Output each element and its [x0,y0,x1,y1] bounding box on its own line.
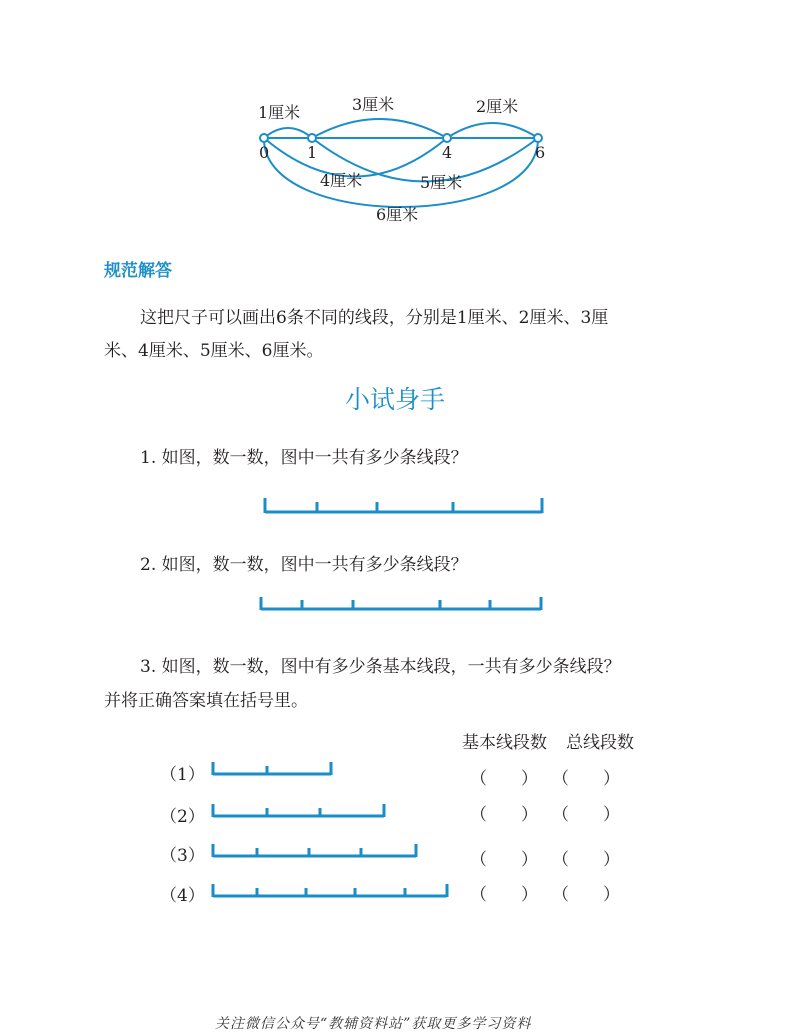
point-1 [308,134,316,142]
answer-line-2: 米、4厘米、5厘米、6厘米。 [104,341,324,361]
row-4-segment-figure [205,878,460,904]
point-label: 1 [307,143,318,162]
point-6 [534,134,542,142]
row-label: （2） [160,807,205,827]
answer-blank-total[interactable]: （ ） [552,885,620,905]
question-2: 2. 如图，数一数，图中一共有多少条线段？ [140,555,468,575]
column-header-total: 总线段数 [566,733,634,753]
row-3-segment-figure [205,838,425,864]
question-1: 1. 如图，数一数，图中一共有多少条线段？ [140,448,468,468]
arc-label: 3厘米 [352,95,395,114]
arc-6cm [264,138,538,207]
point-label: 4 [442,143,453,162]
row-2-segment-figure [205,798,395,824]
question-3-line-1: 3. 如图，数一数，图中有多少条基本线段，一共有多少条线段？ [140,657,621,677]
row-label: （3） [160,846,205,866]
answer-line-1: 这把尺子可以画出6条不同的线段，分别是1厘米、2厘米、3厘 [140,308,609,328]
column-header-basic: 基本线段数 [462,733,547,753]
ruler-arc-diagram [0,0,800,240]
q1-segment-figure [255,490,555,520]
answer-blank-basic[interactable]: （ ） [470,805,538,825]
practice-title: 小试身手 [345,385,446,414]
row-label: （4） [160,886,205,906]
answer-blank-basic[interactable]: （ ） [470,885,538,905]
arc-3cm [312,119,447,138]
point-4 [443,134,451,142]
arc-label: 1厘米 [258,103,301,122]
point-label: 0 [259,143,270,162]
answer-heading: 规范解答 [104,261,172,281]
question-3-line-2: 并将正确答案填在括号里。 [104,691,308,711]
arc-2cm [447,123,538,138]
arc-label: 4厘米 [320,171,363,190]
arc-1cm [264,128,312,138]
q2-segment-figure [252,590,552,620]
answer-blank-total[interactable]: （ ） [552,769,620,789]
arc-label: 6厘米 [376,205,419,224]
arc-label: 5厘米 [420,173,463,192]
point-label: 6 [535,143,546,162]
row-label: （1） [160,765,205,785]
point-0 [260,134,268,142]
arc-label: 2厘米 [476,97,519,116]
answer-blank-basic[interactable]: （ ） [470,850,538,870]
answer-blank-total[interactable]: （ ） [552,805,620,825]
footer-notice: 关注微信公众号“教辅资料站”获取更多学习资料 [215,1016,532,1032]
row-1-segment-figure [205,756,345,782]
answer-blank-total[interactable]: （ ） [552,850,620,870]
answer-blank-basic[interactable]: （ ） [470,769,538,789]
